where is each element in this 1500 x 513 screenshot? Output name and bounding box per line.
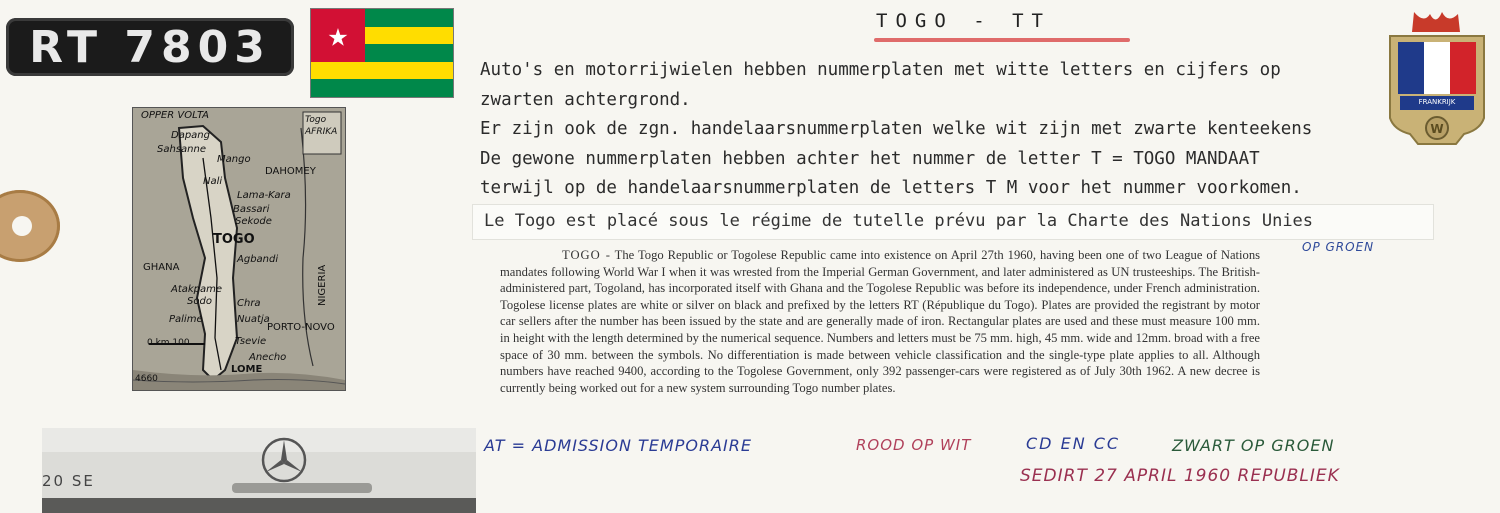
map-label: Agbandi bbox=[237, 254, 279, 265]
map-label: Lama-Kara bbox=[237, 190, 291, 201]
handwritten-note-rood: ROOD OP WIT bbox=[856, 436, 972, 454]
article-text: The Togo Republic or Togolese Republic came into existence on April 27th 1960, having been one of two League of Nations mandates following World War I when it was wrested from the Imperial German Government, and later administered as UN trusteeships. The British-administered part, Togoland, has incorporated itself with Ghana and the Togolese Republic was before its independence, under French administration. Togolese license plates are white or silver on black and prefixed by the letters RT (République du Togo). Plates are provided the registrant by motor car sellers after the number has been issued by the state and are generally made of iron. Rectangular plates are used and these must measure 100 mm. in height with the length determined by the numerical sequence. Numbers and letters must be 75 mm. high, 45 mm. wide and 12mm. broad with a free space of 30 mm. between the symbols. No differentiation is made between vehicle classification and the single-type plate applies to all. Although numbers have reached 9400, according to the Togolese Government, only 392 passenger-cars were registered as of July 30th 1962. A new decree is currently being worked out for a new system surrounding Togo number plates. bbox=[500, 248, 1261, 395]
mercedes-star-icon bbox=[260, 436, 308, 484]
round-sticker bbox=[0, 190, 60, 262]
car-rear-photo bbox=[42, 428, 476, 513]
typed-line: Auto's en motorrijwielen hebben nummerplaten met witte letters en cijfers op bbox=[480, 60, 1281, 80]
map-label: GHANA bbox=[143, 262, 180, 273]
map-label: PORTO-NOVO bbox=[267, 322, 335, 333]
map-label: Dapang bbox=[171, 130, 210, 141]
map-label: NIGERIA bbox=[317, 264, 328, 306]
typed-line: terwijl op de handelaarsnummerplaten de letters T M voor het nummer voorkomen. bbox=[480, 178, 1302, 198]
map-label: Bassari bbox=[233, 204, 270, 215]
title-underline bbox=[874, 38, 1130, 42]
svg-text:W: W bbox=[1430, 122, 1444, 136]
badge-label: FRANKRIJK bbox=[1418, 98, 1456, 106]
handwritten-note-cd: CD EN CC bbox=[1026, 434, 1121, 453]
map-label: Sahsanne bbox=[157, 144, 206, 155]
map-label: Sekode bbox=[235, 216, 272, 227]
map-label: Atakpame bbox=[171, 284, 223, 295]
map-label: Togo AFRIKA bbox=[305, 115, 338, 137]
star-icon: ★ bbox=[311, 9, 365, 62]
map-label: Palime bbox=[169, 314, 203, 325]
license-plate-number: RT 7803 bbox=[29, 21, 271, 73]
article bbox=[500, 247, 1260, 396]
article-lead: TOGO - bbox=[562, 248, 611, 262]
map-label: Anecho bbox=[249, 352, 287, 363]
map-code: 4660 bbox=[135, 374, 158, 384]
map-label: Tsevie bbox=[235, 336, 267, 347]
typed-line: zwarten achtergrond. bbox=[480, 90, 691, 110]
french-statement: Le Togo est placé sous le régime de tutelle prévu par la Charte des Nations Unies bbox=[484, 211, 1314, 231]
map-label: Chra bbox=[237, 298, 261, 309]
typed-line: De gewone nummerplaten hebben achter het nummer de letter T = TOGO MANDAAT bbox=[480, 149, 1260, 169]
handwritten-note-op-groen: OP GROEN bbox=[1302, 240, 1375, 254]
map-label: DAHOMEY bbox=[265, 166, 316, 177]
handwritten-note-sedirt: SEDIRT 27 APRIL 1960 REPUBLIEK bbox=[1020, 466, 1340, 486]
license-plate bbox=[6, 18, 294, 76]
map-label: Nuatja bbox=[237, 314, 270, 325]
map-label: LOME bbox=[231, 364, 263, 375]
map-label: OPPER VOLTA bbox=[141, 110, 210, 121]
france-badge bbox=[1384, 10, 1490, 150]
page-title: TOGO - TT bbox=[876, 10, 1051, 32]
map-label: Sodo bbox=[187, 296, 212, 307]
car-model-badge: 20 SE bbox=[42, 472, 95, 490]
typed-line: Er zijn ook de zgn. handelaarsnummerplaten welke wit zijn met zwarte kenteekens bbox=[480, 119, 1313, 139]
togo-map bbox=[132, 107, 346, 391]
map-label: Mango bbox=[217, 154, 251, 165]
handwritten-note-at: AT = ADMISSION TEMPORAIRE bbox=[484, 436, 752, 455]
map-scale: 0 km 100 bbox=[147, 338, 190, 348]
map-label: TOGO bbox=[213, 232, 255, 247]
handwritten-note-zwart: ZWART OP GROEN bbox=[1172, 436, 1335, 455]
togo-flag bbox=[310, 8, 454, 98]
map-label: Nali bbox=[203, 176, 223, 187]
